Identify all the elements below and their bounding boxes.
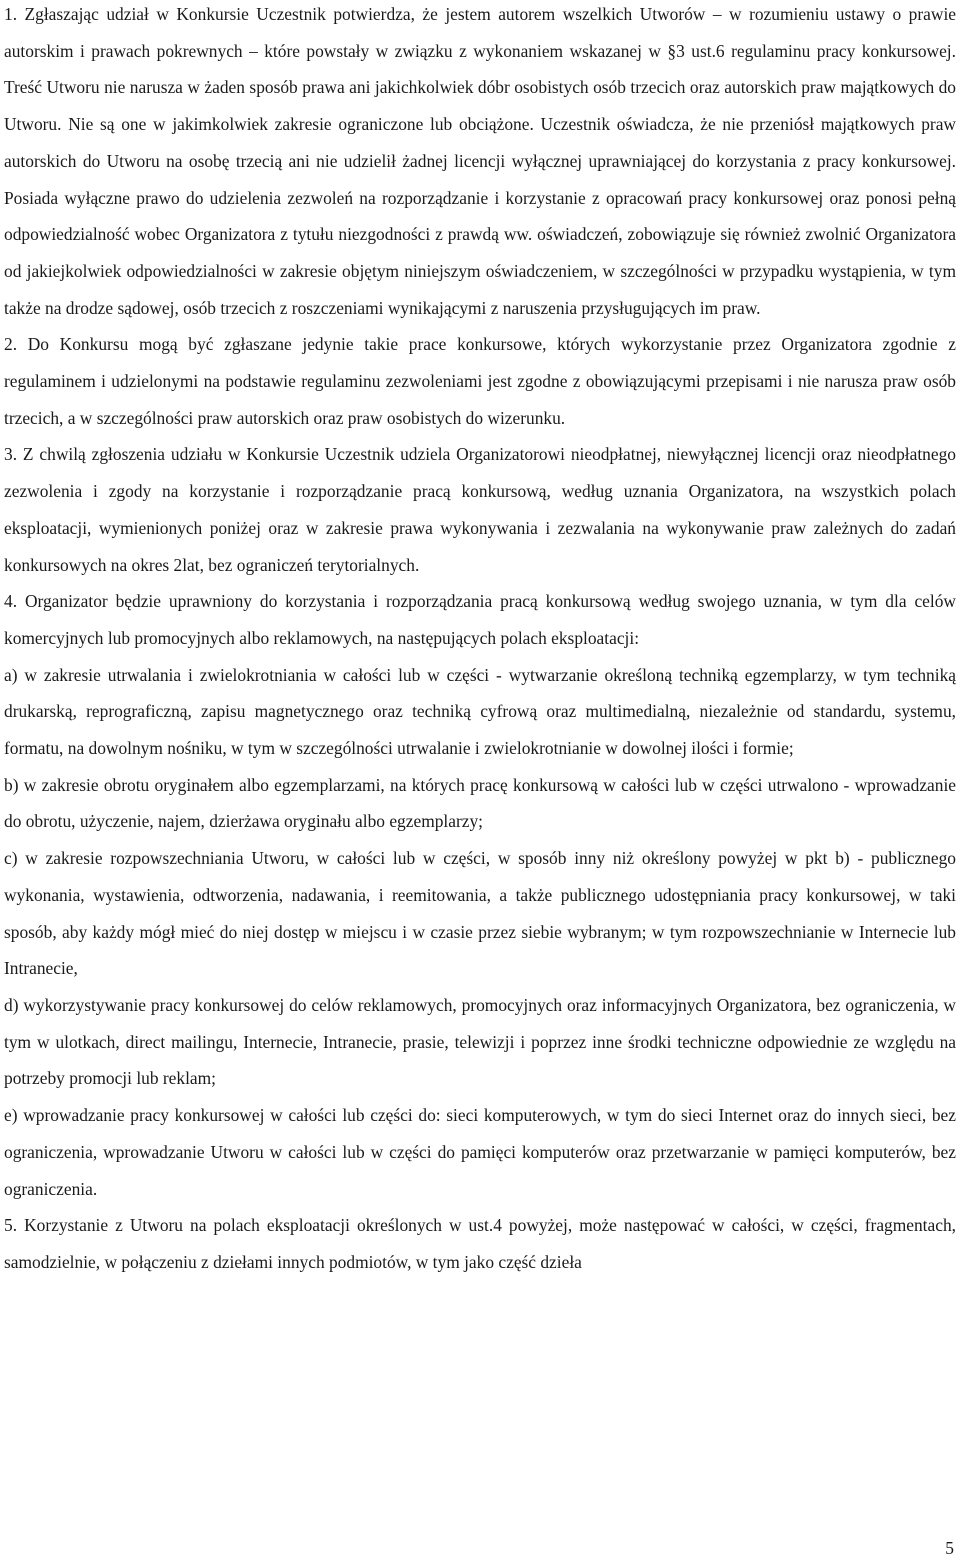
paragraph-3-license-grant: 3. Z chwilą zgłoszenia udziału w Konkursie Uczestnik udziela Organizatorowi nieodpłatnej, niewyłącznej licencji oraz nieodpłatnego zezwolenia i zgody na korzystanie i rozporządzanie pracą konkursową, według uznania Organizatora, na wszystkich polach eksploatacji, wymienionych poniżej oraz w zakresie prawa wykonywania i zezwalania na wykonywanie praw zależnych do zadań konkursowych na okres 2lat, bez ograniczeń terytorialnych. — [4, 444, 956, 575]
list-item-e: e) wprowadzanie pracy konkursowej w całości lub części do: sieci komputerowych, w tym do sieci Internet oraz do innych sieci, bez ograniczenia, wprowadzanie Utworu w całości lub w części do pamięci komputerów oraz przetwarzanie w pamięci komputerów, bez ograniczenia. — [4, 1105, 956, 1199]
paragraph-2-eligible-works: 2. Do Konkursu mogą być zgłaszane jedynie takie prace konkursowe, których wykorzystanie przez Organizatora zgodnie z regulaminem i udzielonymi na podstawie regulaminu zezwoleniami jest zgodne z obowiązującymi przepisami i nie narusza praw osób trzecich, a w szczególności praw autorskich oraz praw osobistych do wizerunku. — [4, 334, 956, 428]
paragraph-4-exploitation-fields: 4. Organizator będzie uprawniony do korzystania i rozporządzania pracą konkursową według swojego uznania, w tym dla celów komercyjnych lub promocyjnych albo reklamowych, na następujących polach eksploatacji: — [4, 591, 956, 648]
page-number: 5 — [945, 1538, 954, 1558]
list-item-d: d) wykorzystywanie pracy konkursowej do celów reklamowych, promocyjnych oraz informacyjnych Organizatora, bez ograniczenia, w tym w ulotkach, direct mailingu, Internecie, Intranecie, prasie, telewizji i poprzez inne środki techniczne odpowiednie ze względu na potrzeby promocji lub reklam; — [4, 994, 956, 1089]
paragraph-5-usage-scope: 5. Korzystanie z Utworu na polach eksploatacji określonych w ust.4 powyżej, może następować w całości, w części, fragmentach, samodzielnie, w połączeniu z dziełami innych podmiotów, w tym jako część dzieła — [4, 1215, 956, 1272]
paragraph-1-declaration: 1. Zgłaszając udział w Konkursie Uczestnik potwierdza, że jestem autorem wszelkich Utworów – w rozumieniu ustawy o prawie autorskim i prawach pokrewnych – które powstały w związku z wykonaniem wskazanej w §3 ust.6 regulaminu pracy konkursowej. Treść Utworu nie narusza w żaden sposób prawa ani jakichkolwiek dóbr osobistych osób trzecich oraz autorskich praw majątkowych do Utworu. Nie są one w jakimkolwiek zakresie ograniczone lub obciążone. Uczestnik oświadcza, że nie przeniósł majątkowych praw autorskich do Utworu na osobę trzecią ani nie udzielił żadnej licencji wyłącznej uprawniającej do korzystania z pracy konkursowej. Posiada wyłączne prawo do udzielenia zezwoleń na rozporządzanie i korzystanie z opracowań pracy konkursowej oraz ponosi pełną odpowiedzialność wobec Organizatora z tytułu niezgodności z prawdą ww. oświadczeń, zobowiązuje się również zwolnić Organizatora od jakiejkolwiek odpowiedzialności w zakresie objętym niniejszym oświadczeniem, w szczególności w przypadku wystąpienia, w tym także na drodze sądowej, osób trzecich z roszczeniami wynikającymi z naruszenia przysługujących im praw. — [4, 4, 956, 318]
document-body — [4, 0, 956, 1281]
list-item-a: a) w zakresie utrwalania i zwielokrotniania w całości lub w części - wytwarzanie określoną techniką egzemplarzy, w tym techniką drukarską, reprograficzną, zapisu magnetycznego oraz techniką cyfrową oraz multimedialną, niezależnie od standardu, systemu, formatu, na dowolnym nośniku, w tym w szczególności utrwalanie i zwielokrotnianie w dowolnej ilości i formie; — [4, 664, 956, 759]
list-item-c: c) w zakresie rozpowszechniania Utworu, w całości lub w części, w sposób inny niż określony powyżej w pkt b) - publicznego wykonania, wystawienia, odtworzenia, nadawania, i reemitowania, a także publicznego udostępniania pracy konkursowej, w taki sposób, aby każdy mógł mieć do niej dostęp w miejscu i w czasie przez siebie wybranym; w tym rozpowszechnianie w Internecie lub Intranecie, — [4, 848, 956, 979]
list-item-b: b) w zakresie obrotu oryginałem albo egzemplarzami, na których pracę konkursową w całości lub w części utrwalono - wprowadzanie do obrotu, użyczenie, najem, dzierżawa oryginału albo egzemplarzy; — [4, 774, 956, 832]
